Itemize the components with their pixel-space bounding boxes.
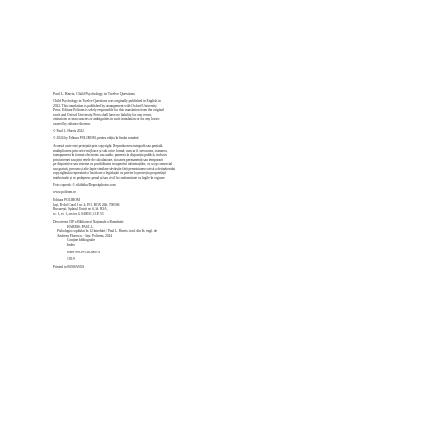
orig-pub-line: work and Oxford University Press shall have no liability for any errors, [53,112,152,117]
isbn: ISBN 978-973-46-9897-9 [67,249,101,254]
orig-pub-line: omissions or inaccuracies or ambiguities in such translation or for any losses [53,117,160,121]
publisher-line: București, Splaiul Unirii nr. 6, bl. B3A, [53,207,108,211]
rights-line: Această carte este protejată prin copyright. Reproducerea integrală sau parțială, [53,144,163,148]
rights-notice [53,144,353,180]
udc-code: 159.9 [67,256,75,261]
cip-index: Index [67,242,75,247]
rights-line: prin internet sau prin rețele de calculatoare, stocarea permanentă sau temporară [53,157,163,162]
orig-pub-line: Press. Editura Polirom is solely responsible for this translation from the original [53,108,164,112]
cip-heading: Descrierea CIP a Bibliotecii Naționale a României: [53,220,125,224]
orig-pub-line: Child Psychology in Twelve Questions was originally published in English in [53,99,161,103]
cover-photo-credit: Foto copertă: © sikthitha/Depositphotos.com [53,182,116,187]
copyright-original: © Paul L. Harris 2022 [53,128,84,133]
rights-line: pe dispozitive sau sisteme cu posibilitatea recuperării informațiilor, cu scop comercial [53,162,173,166]
rights-line: transpunerea în format electronic sau audio, punerea la dispoziția publică, inclusiv [53,153,168,157]
cip-title-line: Andreea Florescu. - Iași: Polirom, 2024 [57,233,113,238]
rights-line: copyrightului reprezintă o încălcare a legislației cu privire la protecția proprietății [53,171,166,175]
original-publication-note [53,99,353,126]
cip-bibliography: Conține bibliografie [67,238,96,242]
publisher-website: www.polirom.ro [53,189,77,194]
orig-pub-line: 2022. This translation is published by arrangement with Oxford University [53,103,157,108]
cip-title-line: Psihologia copilului în 12 întrebări / Paul L. Harris; trad. din lb. engl. de [57,229,158,233]
publisher-address [53,198,353,216]
publisher-line: sc. 1, et. 1, sector 4, 040031, O.P. 53 [53,211,104,216]
cip-record [53,220,353,261]
publisher-line: Editura POLIROM [53,198,80,202]
rights-line: sau gratuit, precum și alte fapte similare săvârșite fără permisiunea scrisă a deținătorului [53,166,176,171]
orig-pub-line: caused by reliance thereon. [53,121,91,126]
printed-in: Printed in ROMANIA [53,265,85,269]
rights-line: multiplicarea prin orice mijloace și sub orice formă, cum ar fi xeroxarea, scanarea, [53,148,168,153]
copyright-translation: © 2024 by Editura POLIROM, pentru ediția în limba română [53,135,139,140]
publisher-line: Iași, B-dul Carol I nr. 4; P.O. BOX 266, 700506 [53,202,120,207]
cip-author: HARRIS, PAUL L. [67,224,95,229]
rights-line: intelectuale și se pedepsesc penal și/sau civil în conformitate cu legile în vigoare. [53,175,166,180]
copyright-page [53,92,353,270]
original-title-line: Paul L. Harris, Child Psychology in Twelve Questions [53,92,135,96]
